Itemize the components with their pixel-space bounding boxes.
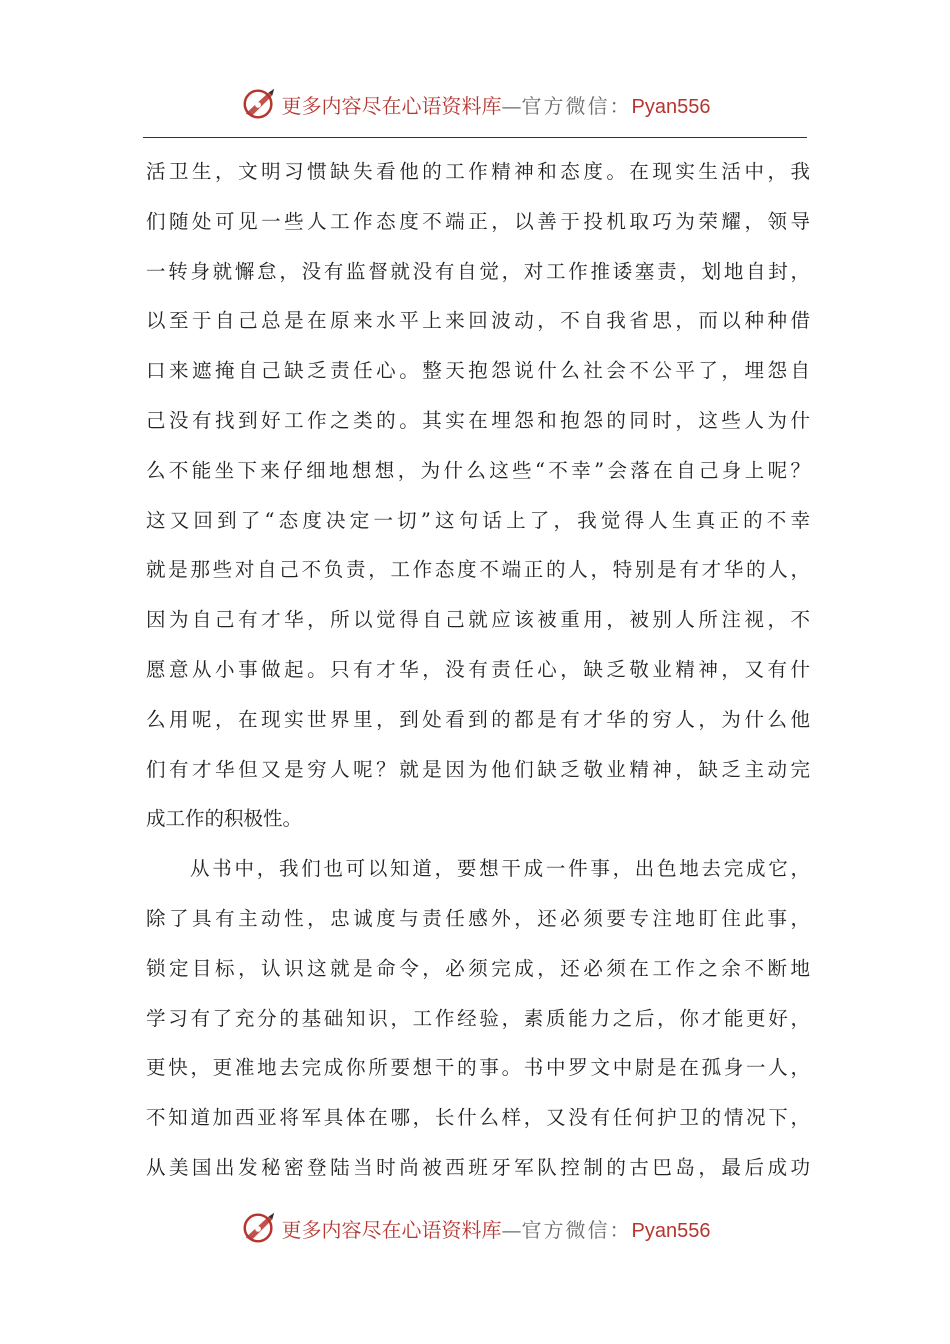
text-line: 不知道加西亚将军具体在哪，长什么样，又没有任何护卫的情况下， xyxy=(146,1106,810,1130)
header-wechat-label: 官方微信： xyxy=(521,93,632,118)
header-banner xyxy=(0,82,950,126)
header-rule xyxy=(143,137,807,138)
header-site-name: 更多内容尽在心语资料库 xyxy=(281,93,502,118)
header-banner-text xyxy=(282,90,711,119)
header-wechat-id: Pyan556 xyxy=(631,95,711,118)
text-line: 成工作的积极性。 xyxy=(146,807,303,831)
footer-wechat-id: Pyan556 xyxy=(631,1219,711,1242)
header-dash: — xyxy=(501,93,522,118)
footer-banner xyxy=(0,1206,950,1250)
paragraph-first-line: 从书中，我们也可以知道，要想干成一件事，出色地去完成它， xyxy=(190,857,810,881)
text-line: 因为自己有才华，所以觉得自己就应该被重用，被别人所注视，不 xyxy=(146,608,810,632)
pen-logo-icon xyxy=(240,1209,278,1247)
footer-dash: — xyxy=(501,1217,522,1242)
text-line: 就是那些对自己不负责，工作态度不端正的人，特别是有才华的人， xyxy=(146,558,810,582)
text-line: 更快，更准地去完成你所要想干的事。书中罗文中尉是在孤身一人， xyxy=(146,1056,810,1080)
text-line: 除了具有主动性，忠诚度与责任感外，还必须要专注地盯住此事， xyxy=(146,906,810,930)
footer-wechat-label: 官方微信： xyxy=(521,1217,632,1242)
pen-logo-icon xyxy=(240,85,278,123)
text-line: 从美国出发秘密登陆当时尚被西班牙军队控制的古巴岛，最后成功 xyxy=(146,1155,810,1179)
text-line: 这又回到了“态度决定一切”这句话上了，我觉得人生真正的不幸 xyxy=(146,508,810,532)
footer-site-name: 更多内容尽在心语资料库 xyxy=(281,1217,502,1242)
text-line: 愿意从小事做起。只有才华，没有责任心，缺乏敬业精神，又有什 xyxy=(146,657,810,681)
text-line: 么用呢，在现实世界里，到处看到的都是有才华的穷人，为什么他 xyxy=(146,707,810,731)
text-line: 己没有找到好工作之类的。其实在埋怨和抱怨的同时，这些人为什 xyxy=(146,408,810,432)
text-line: 口来遮掩自己缺乏责任心。整天抱怨说什么社会不公平了，埋怨自 xyxy=(146,359,810,383)
text-line: 锁定目标，认识这就是命令，必须完成，还必须在工作之余不断地 xyxy=(146,956,810,980)
text-line: 么不能坐下来仔细地想想，为什么这些“不幸”会落在自己身上呢？ xyxy=(146,458,810,482)
document-body xyxy=(146,147,810,1193)
text-line: 们有才华但又是穷人呢？就是因为他们缺乏敬业精神，缺乏主动完 xyxy=(146,757,810,781)
text-line: 一转身就懈怠，没有监督就没有自觉，对工作推诿塞责，划地自封， xyxy=(146,259,810,283)
text-line: 活卫生，文明习惯缺失看他的工作精神和态度。在现实生活中，我 xyxy=(146,160,810,183)
text-line: 学习有了充分的基础知识，工作经验，素质能力之后，你才能更好， xyxy=(146,1006,810,1030)
text-line: 们随处可见一些人工作态度不端正，以善于投机取巧为荣耀，领导 xyxy=(146,209,810,233)
text-line: 以至于自己总是在原来水平上来回波动，不自我省思，而以种种借 xyxy=(146,309,810,333)
footer-banner-text xyxy=(282,1214,711,1243)
